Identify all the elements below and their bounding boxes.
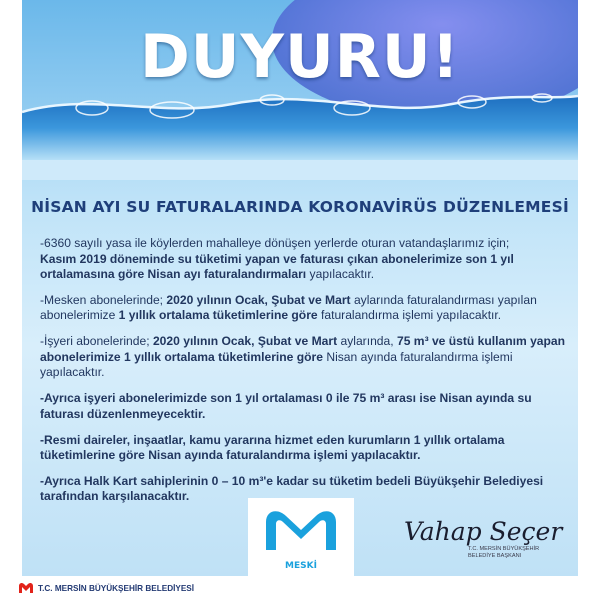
paragraph-public-institutions: -Resmi daireler, inşaatlar, kamu yararına hizmet eden kurumların 1 yıllık ortalama tüketimlerine göre Nisan ayında faturalandırma işlemi yapılacaktır. — [40, 432, 505, 463]
announcement-subtitle: NİSAN AYI SU FATURALARINDA KORONAVİRÜS DÜZENLEMESİ — [31, 198, 569, 216]
footer-text: T.C. MERSİN BÜYÜKŞEHİR BELEDİYESİ — [38, 583, 195, 593]
footer-municipality — [18, 582, 194, 594]
paragraph-residential: -Mesken abonelerinde; 2020 yılının Ocak, Şubat ve Mart aylarında faturalandırması yapılan abonelerimize 1 yıllık ortalama tüketimlerine göre faturalandırma işlemi yapılacaktır. — [40, 292, 537, 323]
paragraph-village: -6360 sayılı yasa ile köylerden mahalleye dönüşen yerlerde oturan vatandaşlarımız için; Kasım 2019 döneminde su tüketimi yapan ve faturası çıkan abonelerimize son 1 yıl ortalamasına göre Nisan ayı faturalandırmaları yapılacaktır. — [40, 236, 514, 281]
signature-name: Vahap Seçer — [404, 517, 563, 546]
paragraph-workplace: -İşyeri abonelerinde; 2020 yılının Ocak, Şubat ve Mart aylarında, 75 m³ ve üstü kullanım yapan abonelerimize 1 yıllık ortalama tüketimlerine göre Nisan ayında faturalandırma işlemi yapılacaktır. — [40, 334, 566, 380]
mersin-logo-icon — [18, 582, 34, 594]
announcement-body — [40, 236, 568, 515]
signature-title-line1: T.C. MERSİN BÜYÜKŞEHİR — [468, 546, 540, 552]
meski-logo — [248, 498, 354, 582]
paragraph-workplace-zero: -Ayrıca işyeri abonelerimizde son 1 yıl ortalaması 0 ile 75 m³ arası ise Nisan ayında su faturası düzenlenmeyecektir. — [40, 391, 532, 421]
mayor-signature — [404, 518, 580, 560]
meski-logo-icon — [248, 498, 354, 558]
meski-logo-text: MESKİ — [285, 561, 317, 571]
paragraph-halk-kart: -Ayrıca Halk Kart sahiplerinin 0 – 10 m³'e kadar su tüketim bedeli Büyükşehir Belediyesi tarafından karşılanacaktır. — [40, 473, 544, 504]
headline: DUYURU! — [140, 22, 460, 92]
signature-title-line2: BELEDİYE BAŞKANI — [468, 553, 522, 559]
